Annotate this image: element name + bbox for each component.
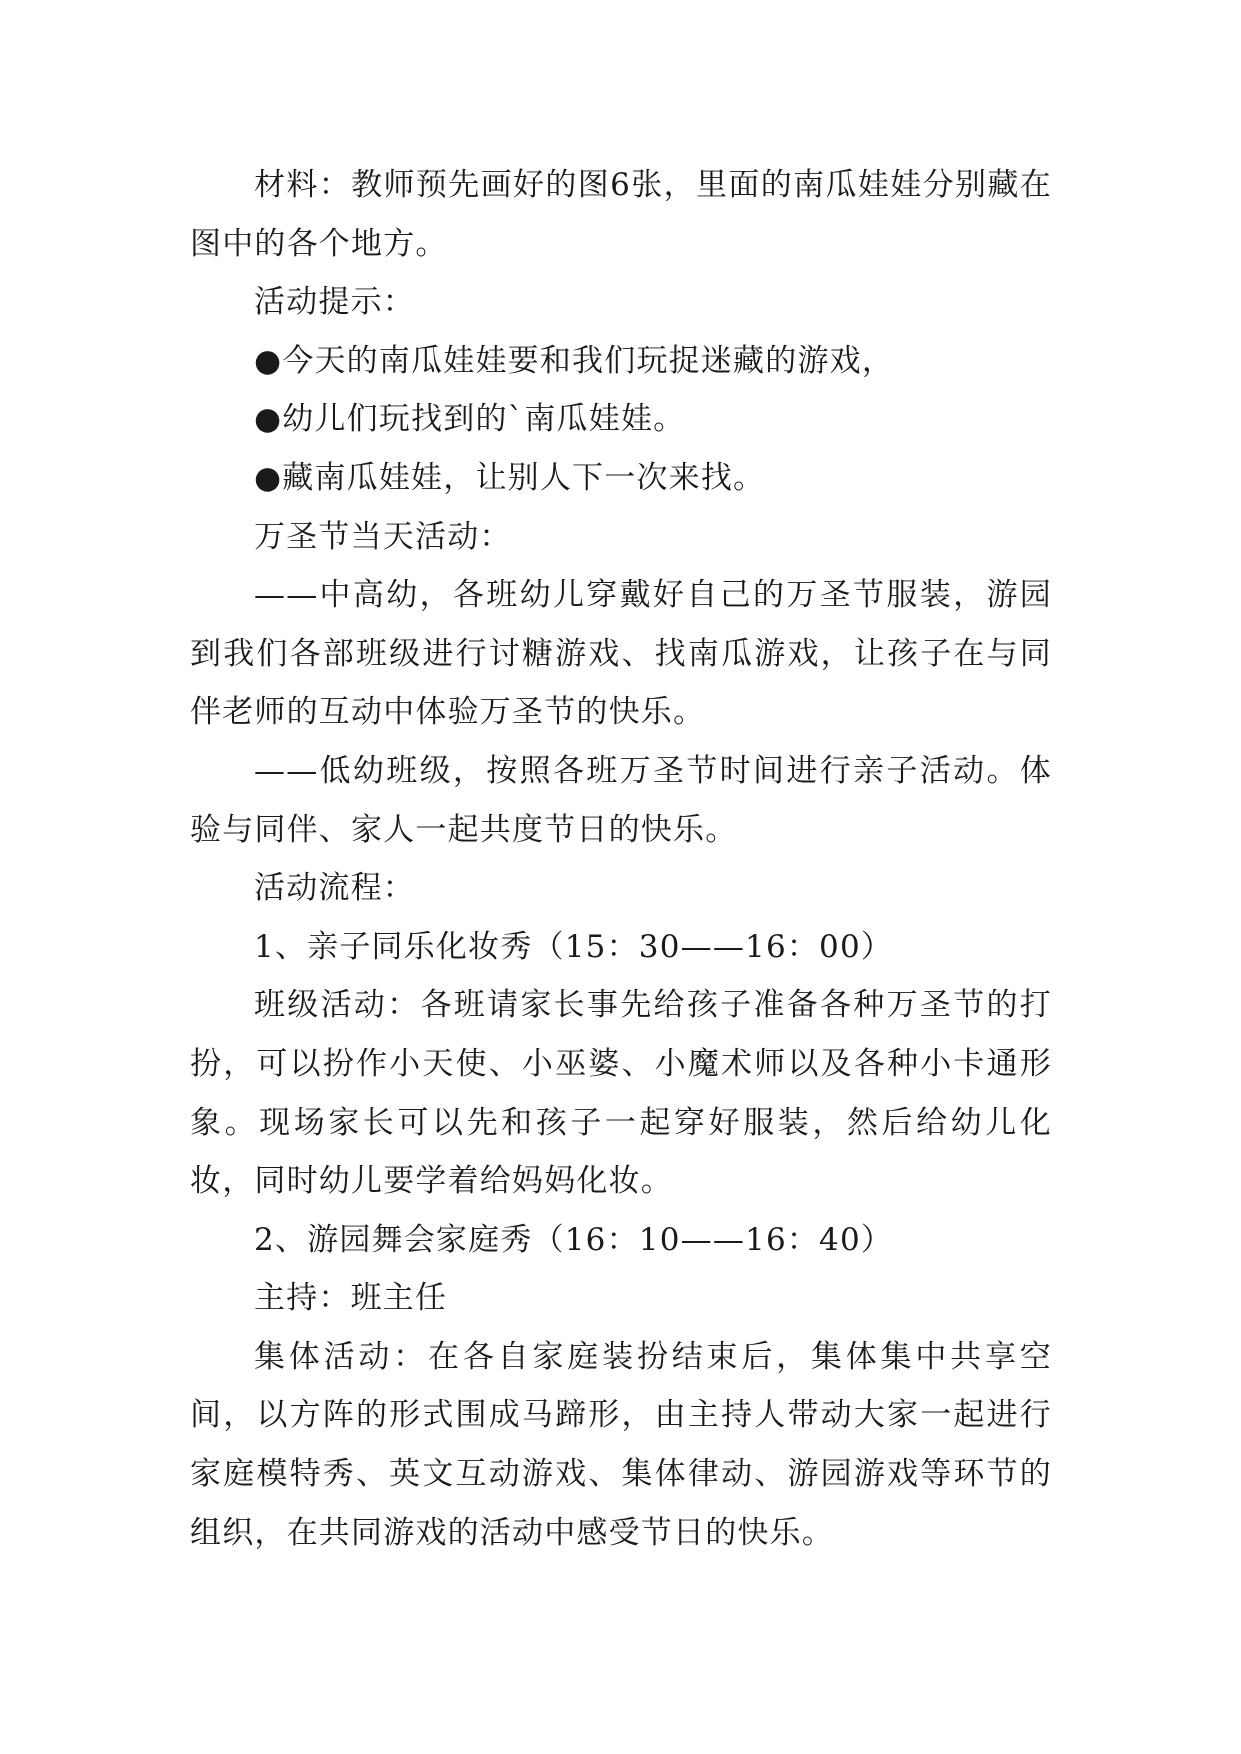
step-2-heading: 2、游园舞会家庭秀（16：10——16：40） (254, 1221, 894, 1258)
bullet-item: ●今天的南瓜娃娃要和我们玩捉迷藏的游戏， (254, 342, 895, 379)
halloween-day-heading: 万圣节当天活动： (254, 518, 512, 555)
bullet-item: ●幼儿们玩找到的`南瓜娃娃。 (254, 401, 686, 438)
bullet-item: ●藏南瓜娃娃，让别人下一次来找。 (254, 459, 766, 496)
step-1-heading: 1、亲子同乐化妆秀（15：30——16：00） (254, 928, 894, 965)
mid-senior-paragraph: ——中高幼，各班幼儿穿戴好自己的万圣节服装，游园到我们各部班级进行讨糖游戏、找南瓜游戏，让孩子在与同伴老师的互动中体验万圣节的快乐。 (190, 577, 1052, 731)
materials-paragraph: 材料：教师预先画好的图6张，里面的南瓜娃娃分别藏在图中的各个地方。 (190, 167, 1052, 262)
host-line: 主持：班主任 (254, 1280, 448, 1317)
group-activity-paragraph: 集体活动：在各自家庭装扮结束后，集体集中共享空间，以方阵的形式围成马蹄形，由主持人带动大家一起进行家庭模特秀、英文互动游戏、集体律动、游园游戏等环节的组织，在共同游戏的活动中感受节日的快乐。 (190, 1338, 1052, 1551)
activity-tips-heading: 活动提示： (254, 284, 415, 321)
document-body (190, 156, 1052, 1562)
class-activity-paragraph: 班级活动：各班请家长事先给孩子准备各种万圣节的打扮，可以扮作小天使、小巫婆、小魔术师以及各种小卡通形象。现场家长可以先和孩子一起穿好服装，然后给幼儿化妆，同时幼儿要学着给妈妈化妆。 (190, 987, 1052, 1200)
junior-paragraph: ——低幼班级，按照各班万圣节时间进行亲子活动。体验与同伴、家人一起共度节日的快乐。 (190, 752, 1052, 848)
activity-flow-heading: 活动流程： (254, 870, 415, 907)
